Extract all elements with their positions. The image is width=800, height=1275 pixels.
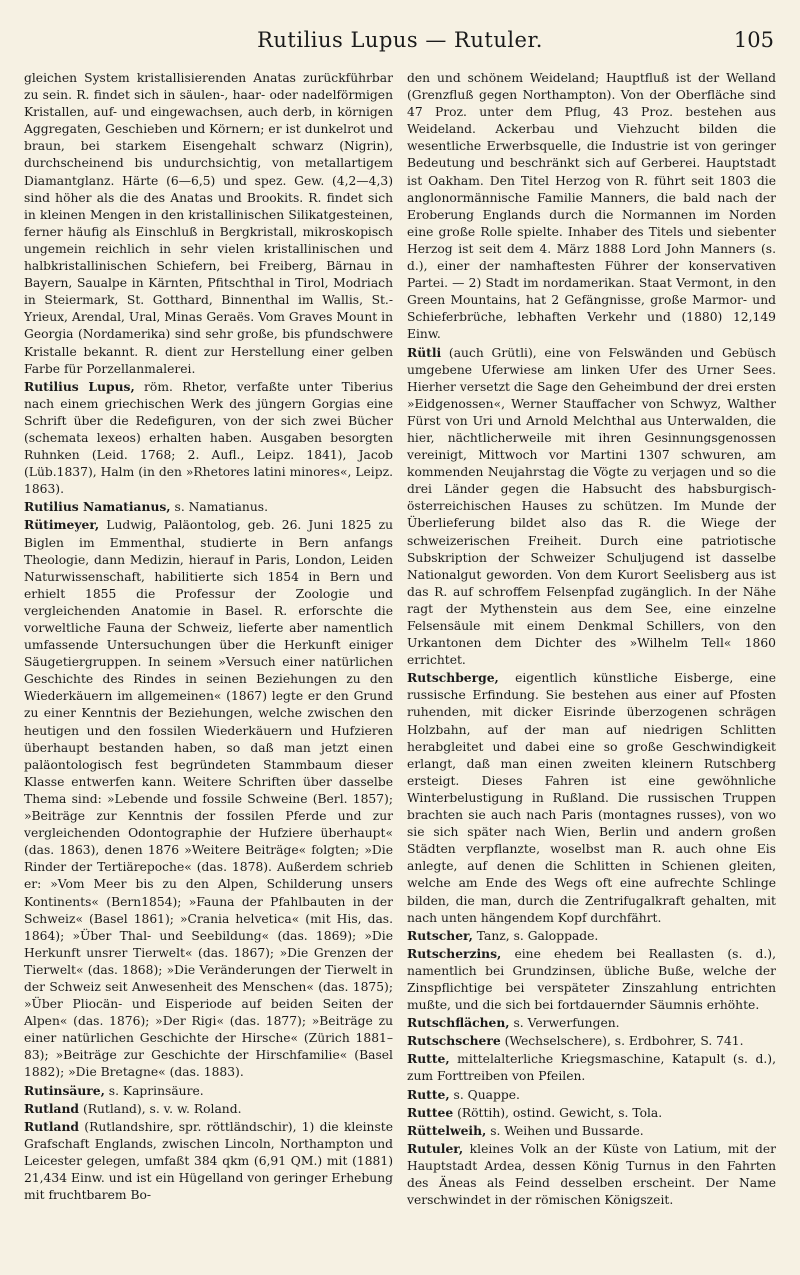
entry-headword: Rutuler, — [407, 1140, 464, 1156]
dictionary-entry — [407, 70, 776, 344]
entry-headword: Rutinsäure, — [24, 1082, 105, 1098]
dictionary-entry — [24, 498, 393, 516]
dictionary-entry — [24, 70, 393, 378]
entry-text: s. Kaprinsäure. — [104, 1083, 204, 1098]
entry-headword: Rutilius Namatianus, — [24, 499, 171, 515]
entry-text: (auch Grütli), eine von Felswänden und Gebüsch umgebene Uferwiese am linken Ufer des Urner Sees. Hierher versetzt die Sage den Geheimbund der drei ersten »Eidgenossen«, Werner Stauffacher von Schwyz, Walther Fürst von Uri und Arnold Melchthal aus Unterwalden, die hier, nächtlicherweile mit ihren Gesinnungsgenossen vereinigt, Mittwoch vor Martini 1307 schwuren, am kommenden Neujahrstag die Vögte zu verjagen und so die drei Länder gegen die Habsucht des habsburgisch-österreichischen Hauses zu schützen. Im Munde der Überlieferung bildet also das R. die Wiege der schweizerischen Freiheit. Durch eine patriotische Subskription der Schweizer Schuljugend ist dasselbe Nationalgut geworden. Von dem Kurort Seelisberg aus ist das R. auf schroffem Felsenpfad zugänglich. In der Nähe ragt der Mythenstein aus dem See, eine einzelne Felsensäule mit einem Denkmal Schillers, von den Urkantonen dem Dichter des »Wilhelm Tell« 1860 errichtet. — [407, 345, 776, 668]
entry-headword: Rutte, — [407, 1086, 450, 1102]
dictionary-entry — [407, 1086, 776, 1104]
entry-headword: Rutschflächen, — [407, 1015, 510, 1031]
entry-headword: Rüttelweih, — [407, 1122, 487, 1138]
dictionary-entry — [24, 378, 393, 499]
entry-headword: Rutte, — [407, 1051, 450, 1067]
entry-headword: Rütli — [407, 344, 442, 360]
entry-text: Ludwig, Paläontolog, geb. 26. Juni 1825 zu Biglen im Emmenthal, studierte in Bern anfangs Theologie, dann Medizin, hierauf in Paris, London, Leiden Naturwissenschaft, habilitierte sich 1854 in Bern und erhielt 1855 die Professur der Zoologie und vergleichenden Anatomie in Basel. R. erforschte die vorweltliche Fauna der Schweiz, lieferte aber namentlich umfassende Untersuchungen über die Herkunft einiger Säugetiergruppen. In seinem »Versuch einer natürlichen Geschichte des Rindes in seinen Beziehungen zu den Wiederkäuern im allgemeinen« (1867) legte er den Grund zu einer Kenntnis der Beziehungen, welche zwischen den heutigen und den fossilen Wiederkäuern und Hufzieren überhaupt bestanden haben, so daß man jetzt einen paläontologisch fest begründeten Stammbaum dieser Klasse entwerfen kann. Weitere Schriften über dasselbe Thema sind: »Lebende und fossile Schweine (Berl. 1857); »Beiträge zur Kenntnis der fossilen Pferde und zur vergleichenden Odontographie der Hufziere überhaupt« (das. 1863), denen 1876 »Weitere Beiträge« folgten; »Die Rinder der Tertiärepoche« (das. 1878). Außerdem schrieb er: »Vom Meer bis zu den Alpen, Schilderung unsers Kontinents« (Bern1854); »Fauna der Pfahlbauten in der Schweiz« (Basel 1861); »Crania helvetica« (mit His, das. 1864); »Über Thal- und Seebildung« (das. 1869); »Die Herkunft unsrer Tierwelt« (das. 1867); »Die Grenzen der Tierwelt« (das. 1868); »Die Veränderungen der Tierwelt in der Schweiz seit Anwesenheit des Menschen« (das. 1875); »Über Pliocän- und Eisperiode auf beiden Seiten der Alpen« (das. 1876); »Der Rigi« (das. 1877); »Beiträge zu einer natürlichen Geschichte der Hirsche« (Zürich 1881–83); »Beiträge zur Geschichte der Hirschfamilie« (Basel 1882); »Die Bretagne« (das. 1883). — [24, 518, 393, 1080]
entry-text: eine ehedem bei Reallasten (s. d.), namentlich bei Grundzinsen, übliche Buße, welche der Zinspflichtige bei verspäteter Zinszahlung entrichten mußte, und die sich bei fortdauernder Säumnis erhöhte. — [407, 946, 776, 1013]
left-column — [24, 70, 393, 1209]
entry-text: s. Namatianus. — [170, 500, 268, 515]
entry-headword: Rutland — [24, 1100, 80, 1116]
entry-text: (Wechselschere), s. Erdbohrer, S. 741. — [500, 1034, 744, 1049]
entry-headword: Ruttee — [407, 1104, 454, 1120]
entry-headword: Rutschberge, — [407, 670, 499, 686]
dictionary-entry — [24, 516, 393, 1081]
dictionary-entry — [24, 1100, 393, 1118]
entry-text: s. Weihen und Bussarde. — [486, 1123, 644, 1138]
dictionary-entry — [407, 1050, 776, 1085]
entry-text: röm. Rhetor, verfaßte unter Tiberius nach einem griechischen Werk des jüngern Gorgias eine Schrift über die Redefiguren, von der sich zwei Bücher (schemata lexeos) erhalten haben. Ausgaben besorgten Ruhnken (Leid. 1768; 2. Aufl., Leipz. 1841), Jacob (Lüb.1837), Halm (in den »Rhetores latini minores«, Leipz. 1863). — [24, 379, 394, 497]
dictionary-entry — [407, 669, 776, 926]
entry-headword: Rutscherzins, — [407, 945, 502, 961]
entry-text: (Röttih), ostind. Gewicht, s. Tola. — [453, 1105, 663, 1120]
dictionary-entry — [407, 1122, 776, 1140]
running-title: Rutilius Lupus — Rutuler. — [257, 28, 543, 52]
dictionary-entry — [407, 927, 776, 945]
entry-headword: Rütimeyer, — [24, 517, 100, 533]
text-columns — [24, 70, 776, 1209]
entry-text: Tanz, s. Galoppade. — [472, 928, 599, 943]
entry-headword: Rutschschere — [407, 1033, 501, 1049]
entry-text: (Rutland), s. v. w. Roland. — [79, 1101, 242, 1116]
entry-text: kleines Volk an der Küste von Latium, mit der Hauptstadt Ardea, dessen König Turnus in den Fahrten des Äneas als Feind desselben erscheint. Der Name verschwindet in der römischen Königszeit. — [407, 1141, 776, 1208]
dictionary-entry — [407, 344, 776, 670]
entry-text: den und schönem Weideland; Hauptfluß ist der Welland (Grenzfluß gegen Northampton). Von der Oberfläche sind 47 Proz. unter dem Pflug, 43 Proz. bestehen aus Weideland. Ackerbau und Viehzucht bilden die wesentliche Erwerbsquelle, die Industrie ist von geringer Bedeutung und beschränkt sich auf Gerberei. Hauptstadt ist Oakham. Den Titel Herzog von R. führt seit 1803 die anglonormännische Familie Manners, die bald nach der Eroberung Englands durch die Normannen im Norden eine große Rolle spielte. Inhaber des Titels und siebenter Herzog ist seit dem 4. März 1888 Lord John Manners (s. d.), einer der namhaftesten Führer der konservativen Partei. — 2) Stadt im nordamerikan. Staat Vermont, in den Green Mountains, hat 2 Gefängnisse, große Marmor- und Schieferbrüche, lebhaften Verkehr und (1880) 12,149 Einw. — [407, 71, 776, 342]
dictionary-entry — [407, 1140, 776, 1209]
dictionary-entry — [407, 1014, 776, 1032]
dictionary-entry — [407, 945, 776, 1014]
entry-headword: Rutilius Lupus, — [24, 378, 135, 394]
dictionary-entry — [24, 1082, 393, 1100]
dictionary-entry — [407, 1104, 776, 1122]
page-number: 105 — [733, 28, 774, 52]
entry-text: mittelalterliche Kriegsmaschine, Katapult (s. d.), zum Forttreiben von Pfeilen. — [407, 1052, 776, 1084]
dictionary-entry — [24, 1118, 393, 1204]
right-column — [407, 70, 776, 1209]
entry-headword: Rutscher, — [407, 927, 473, 943]
entry-text: s. Quappe. — [449, 1087, 520, 1102]
entry-text: gleichen System kristallisierenden Anatas zurückführbar zu sein. R. findet sich in säulen-, haar- oder nadelförmigen Kristallen, auf- und eingewachsen, auch derb, in körnigen Aggregaten, Geschieben und Körnern; er ist dunkelrot und braun, bei starkem Eisengehalt schwarz (Nigrin), durchscheinend bis undurchsichtig, von metallartigem Diamantglanz. Härte (6—6,5) und spez. Gew. (4,2—4,3) sind höher als die des Anatas und Brookits. R. findet sich in kleinen Mengen in den kristallinischen Silikatgesteinen, ferner häufig als Einschluß in Bergkristall, mikroskopisch ungemein reichlich in sehr vielen kristallinischen und halbkristallinischen Schiefern, bei Freiberg, Bärnau in Bayern, Saualpe in Kärnten, Pfitschthal in Tirol, Modriach in Steiermark, St. Gotthard, Binnenthal im Wallis, St.-Yrieux, Arendal, Ural, Minas Geraës. Vom Graves Mount in Georgia (Nordamerika) sind sehr große, bis pfundschwere Kristalle bekannt. R. dient zur Herstellung einer gelben Farbe für Porzellanmalerei. — [24, 71, 393, 376]
entry-text: (Rutlandshire, spr. röttländschir), 1) die kleinste Grafschaft Englands, zwischen Lincoln, Northampton und Leicester gelegen, umfaßt 384 qkm (6,91 QM.) mit (1881) 21,434 Einw. und ist ein Hügelland von geringer Erhebung mit fruchtbarem Bo- — [24, 1119, 393, 1203]
page-header — [24, 28, 776, 62]
dictionary-entry — [407, 1032, 776, 1050]
entry-text: s. Verwerfungen. — [509, 1016, 620, 1031]
entry-headword: Rutland — [24, 1118, 80, 1134]
entry-text: eigentlich künstliche Eisberge, eine russische Erfindung. Sie bestehen aus einer auf Pfosten ruhenden, mit dicker Eisrinde überzogenen schrägen Holzbahn, auf der man auf niedrigen Schlitten herabgleitet und dabei eine so große Geschwindigkeit erlangt, daß man einen zweiten kleinern Rutschberg ersteigt. Dieses Fahren ist eine gewöhnliche Winterbelustigung in Rußland. Die russischen Truppen brachten sie auch nach Paris (montagnes russes), von wo sie sich später nach Wien, Berlin und andern großen Städten verpflanzte, woselbst man R. auch ohne Eis anlegte, auf denen die Schlitten in Schienen gleiten, welche am Ende des Wegs oft eine aufrechte Schlinge bilden, die man, durch die Zentrifugalkraft gehalten, mit nach unten hängendem Kopf durchfährt. — [407, 671, 776, 925]
